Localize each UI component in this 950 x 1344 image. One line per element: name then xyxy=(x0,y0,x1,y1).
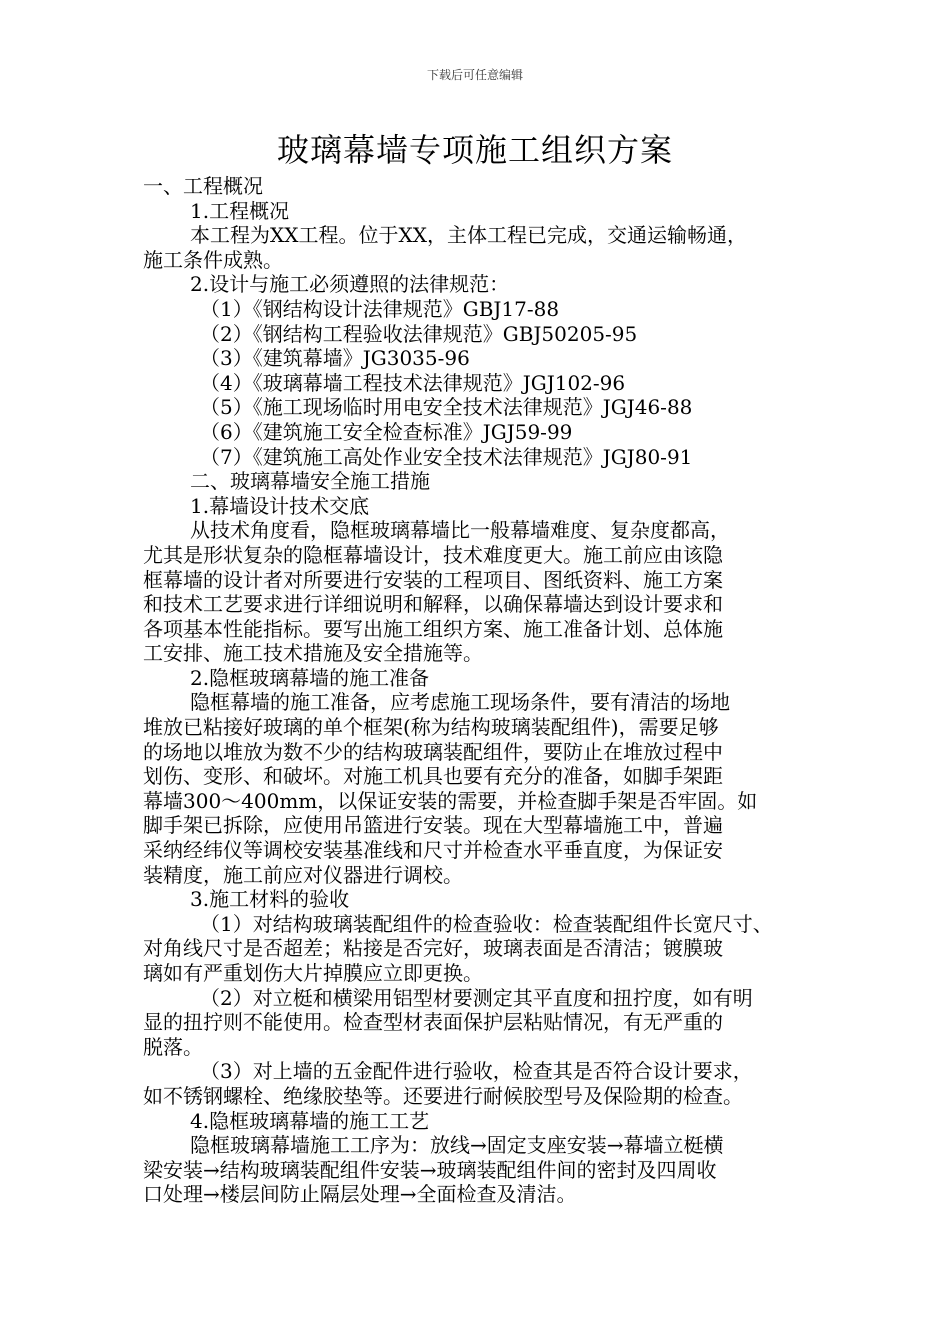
paragraph-line: 3.施工材料的验收 xyxy=(190,887,350,912)
paragraph-line: 划伤、变形、和破坏。对施工机具也要有充分的准备，如脚手架距 xyxy=(143,764,723,789)
paragraph-line: 堆放已粘接好玻璃的单个框架(称为结构玻璃装配组件)，需要足够 xyxy=(143,715,719,740)
paragraph-line: （1）《钢结构设计法律规范》GBJ17-88 xyxy=(200,296,560,321)
paragraph-line: 的场地以堆放为数不少的结构玻璃装配组件，要防止在堆放过程中 xyxy=(143,739,723,764)
paragraph-line: 2.隐框玻璃幕墙的施工准备 xyxy=(190,665,430,690)
paragraph-line: 二、玻璃幕墙安全施工措施 xyxy=(190,469,430,494)
paragraph-line: （1）对结构玻璃装配组件的检查验收：检查装配组件长宽尺寸、 xyxy=(200,911,773,936)
paragraph-line: 脱落。 xyxy=(143,1034,203,1059)
paragraph-line: 施工条件成熟。 xyxy=(143,247,283,272)
page-header: 下载后可任意编辑 xyxy=(426,68,523,82)
document-body xyxy=(143,174,823,1207)
paragraph-line: 1.幕墙设计技术交底 xyxy=(190,493,370,518)
paragraph-line: 1.工程概况 xyxy=(190,198,290,223)
document-title: 玻璃幕墙专项施工组织方案 xyxy=(276,131,673,169)
paragraph-line: 和技术工艺要求进行详细说明和解释，以确保幕墙达到设计要求和 xyxy=(143,592,723,617)
paragraph-line: 装精度，施工前应对仪器进行调校。 xyxy=(143,862,463,887)
paragraph-line: 脚手架已拆除，应使用吊篮进行安装。现在大型幕墙施工中，普遍 xyxy=(143,813,723,838)
paragraph-line: 梁安装→结构玻璃装配组件安装→玻璃装配组件间的密封及四周收 xyxy=(143,1157,717,1182)
paragraph-line: 显的扭拧则不能使用。检查型材表面保护层粘贴情况，有无严重的 xyxy=(143,1010,723,1035)
paragraph-line: 2.设计与施工必须遵照的法律规范： xyxy=(190,272,510,297)
paragraph-line: （2）对立梃和横梁用铝型材要测定其平直度和扭拧度，如有明 xyxy=(200,985,753,1010)
paragraph-line: （5）《施工现场临时用电安全技术法律规范》JGJ46-88 xyxy=(200,395,693,420)
paragraph-line: 口处理→楼层间防止隔层处理→全面检查及清洁。 xyxy=(143,1182,577,1207)
paragraph-line: 各项基本性能指标。要写出施工组织方案、施工准备计划、总体施 xyxy=(143,616,723,641)
paragraph-line: 本工程为XX工程。位于XX，主体工程已完成，交通运输畅通， xyxy=(190,223,747,248)
paragraph-line: 4.隐框玻璃幕墙的施工工艺 xyxy=(190,1108,430,1133)
paragraph-line: 采纳经纬仪等调校安装基准线和尺寸并检查水平垂直度，为保证安 xyxy=(143,838,723,863)
paragraph-line: （7）《建筑施工高处作业安全技术法律规范》JGJ80-91 xyxy=(200,444,693,469)
paragraph-line: 隐框幕墙的施工准备，应考虑施工现场条件，要有清洁的场地 xyxy=(190,690,730,715)
paragraph-line: 隐框玻璃幕墙施工工序为：放线→固定支座安装→幕墙立梃横 xyxy=(190,1133,724,1158)
paragraph-line: 工安排、施工技术措施及安全措施等。 xyxy=(143,641,483,666)
paragraph-line: （6）《建筑施工安全检查标准》JGJ59-99 xyxy=(200,419,573,444)
paragraph-line: 框幕墙的设计者对所要进行安装的工程项目、图纸资料、施工方案 xyxy=(143,567,723,592)
paragraph-line: 尤其是形状复杂的隐框幕墙设计，技术难度更大。施工前应由该隐 xyxy=(143,542,723,567)
paragraph-line: （2）《钢结构工程验收法律规范》GBJ50205-95 xyxy=(200,321,638,346)
paragraph-line: （3）《建筑幕墙》JG3035-96 xyxy=(200,346,470,371)
paragraph-line: 一、工程概况 xyxy=(143,174,263,198)
paragraph-line: 璃如有严重划伤大片掉膜应立即更换。 xyxy=(143,961,483,985)
paragraph-line: 幕墙300～400mm，以保证安装的需要，并检查脚手架是否牢固。如 xyxy=(143,788,758,813)
paragraph-line: 如不锈钢螺栓、绝缘胶垫等。还要进行耐候胶型号及保险期的检查。 xyxy=(143,1083,743,1108)
paragraph-line: （3）对上墙的五金配件进行验收，检查其是否符合设计要求， xyxy=(200,1059,753,1084)
paragraph-line: 从技术角度看，隐框玻璃幕墙比一般幕墙难度、复杂度都高， xyxy=(190,518,730,543)
paragraph-line: 对角线尺寸是否超差；粘接是否完好，玻璃表面是否清洁；镀膜玻 xyxy=(143,936,723,961)
paragraph-line: （4）《玻璃幕墙工程技术法律规范》JGJ102-96 xyxy=(200,370,626,395)
